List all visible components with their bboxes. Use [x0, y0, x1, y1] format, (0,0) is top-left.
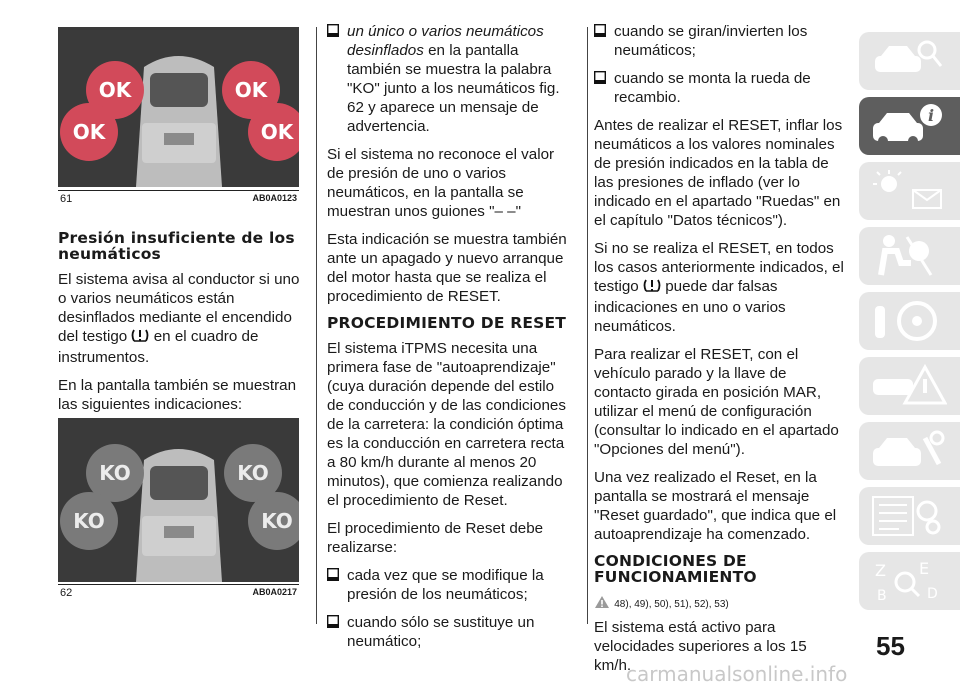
ok-badge-front-left: OK [60, 103, 118, 161]
list-item-italic: un único o varios neumáticos desinflados [347, 23, 544, 59]
watermark: carmanualsonline.info [626, 662, 848, 686]
list-item-text: cuando se monta la rueda de recambio. [614, 70, 811, 106]
paragraph-text: en el cuadro de instrumentos. [58, 328, 259, 366]
sidebar-tab-car-service[interactable] [859, 422, 960, 480]
paragraph: Una vez realizado el Reset, en la pantalla se mostrará el mensaje "Reset guardado", que indica que el autoaprendizaje ha comenzado. [594, 469, 837, 543]
list-item [327, 566, 574, 604]
column-3 [594, 22, 844, 684]
list-item [594, 22, 844, 60]
list-item-text: cuando sólo se sustituye un neumático; [347, 614, 535, 650]
section-heading: PROCEDIMIENTO DE RESET [327, 314, 567, 332]
paragraph: El sistema iTPMS necesita una primera fase de "autoaprendizaje" (cuya duración depende del estilo de conducción y de las condiciones de la carretera: la condición óptima es la conducción en carretera recta a 80 km/h durante al menos 20 minutos), que comienza realizando el procedimiento de Reset. [327, 340, 566, 509]
sidebar-tab-settings-list[interactable] [859, 487, 960, 545]
tire-pressure-warning-icon [643, 278, 661, 298]
section-heading: CONDICIONES DE FUNCIONAMIENTO [594, 552, 757, 586]
svg-text:Z: Z [875, 561, 886, 580]
reference-line [594, 593, 844, 614]
figure-number: 62 [60, 587, 73, 599]
page-number: 55 [876, 631, 905, 661]
ko-badge-rear-right: KO [224, 444, 282, 502]
ok-badge-front-right: OK [248, 103, 299, 161]
column-divider [316, 27, 317, 624]
paragraph: Para realizar el RESET, con el vehículo parado y la llave de contacto girada en posición MAR, utilizar el menú de configuración (consultar lo indicado en el apartado "Opciones del menú"). [594, 346, 839, 458]
settings-list-icon [867, 491, 947, 541]
car-search-icon [867, 36, 947, 86]
figure-61-image [58, 27, 299, 187]
figure-number: 61 [60, 193, 73, 205]
figure-61-caption [58, 190, 299, 211]
warning-triangle-icon [867, 361, 947, 411]
sidebar-tab-airbag-safety[interactable] [859, 227, 960, 285]
list-item [327, 613, 574, 651]
car-info-icon [867, 101, 947, 151]
paragraph: Si el sistema no reconoce el valor de presión de uno o varios neumáticos, en la pantalla se muestran unos guiones "– –" [327, 146, 555, 220]
dashboard-lights-icon [867, 166, 947, 216]
ok-badge-rear-right: OK [222, 61, 280, 119]
paragraph: En la pantalla también se muestran las siguientes indicaciones: [58, 377, 297, 413]
figure-code: AB0A0217 [252, 587, 297, 597]
ko-badge-front-left: KO [60, 492, 118, 550]
svg-text:i: i [928, 106, 935, 125]
paragraph-text: puede dar falsas indicaciones en uno o varios neumáticos. [594, 278, 786, 335]
sidebar-tab-dashboard-lights[interactable] [859, 162, 960, 220]
figure-62-caption [58, 584, 299, 605]
paragraph-text: Si no se realiza el RESET, en todos los casos anteriormente indicados, el testigo [594, 240, 844, 295]
ko-badge-front-right: KO [248, 492, 299, 550]
paragraph: Antes de realizar el RESET, inflar los neumáticos a los valores nominales de presión indicados en la tabla de las presiones de inflado (ver lo indicado en el apartado "Ruedas" en el capítulo "Datos técnicos"). [594, 117, 843, 229]
svg-text:E: E [919, 559, 930, 578]
checkbox-bullet-icon [327, 615, 339, 628]
car-service-icon [867, 426, 947, 476]
sidebar-tab-car-search[interactable] [859, 32, 960, 90]
checkbox-bullet-icon [594, 71, 606, 84]
svg-text:B: B [877, 588, 887, 604]
figure-62-image [58, 418, 299, 582]
alphabet-index-icon [867, 556, 947, 606]
list-item-text: en la pantalla también se muestra la palabra "KO" junto a los neumáticos fig. 62 y aparece un mensaje de advertencia. [347, 42, 560, 135]
paragraph: El procedimiento de Reset debe realizarse: [327, 520, 544, 556]
sidebar-tab-index[interactable] [859, 552, 960, 610]
warning-triangle-icon [594, 595, 610, 614]
sidebar-tab-emergency[interactable] [859, 357, 960, 415]
steering-wheel-icon [867, 296, 947, 346]
paragraph: El sistema está activo para velocidades superiores a los 15 km/h. [594, 619, 807, 674]
sidebar-tab-car-info[interactable] [859, 97, 960, 155]
sidebar-tab-steering[interactable] [859, 292, 960, 350]
paragraph-text: El sistema avisa al conductor si uno o varios neumáticos están desinflados mediante el encendido del testigo [58, 271, 300, 345]
airbag-safety-icon [867, 231, 947, 281]
figure-code: AB0A0123 [252, 193, 297, 203]
list-item [327, 22, 574, 136]
list-item [594, 69, 844, 107]
ok-badge-rear-left: OK [86, 61, 144, 119]
section-heading: Presión insuficiente de los neumáticos [58, 229, 295, 263]
paragraph [594, 239, 844, 336]
checkbox-bullet-icon [327, 24, 339, 37]
column-divider [587, 27, 588, 624]
checkbox-bullet-icon [594, 24, 606, 37]
paragraph [58, 270, 303, 367]
column-1 [58, 222, 303, 423]
checkbox-bullet-icon [327, 568, 339, 581]
paragraph: Esta indicación se muestra también ante un apagado y nuevo arranque del motor hasta que se realiza el procedimiento de RESET. [327, 231, 567, 305]
list-item-text: cada vez que se modifique la presión de los neumáticos; [347, 567, 544, 603]
tire-pressure-warning-icon [131, 328, 149, 348]
svg-text:D: D [927, 586, 938, 602]
list-item-text: cuando se giran/invierten los neumáticos; [614, 23, 808, 59]
reference-notes: 48), 49), 50), 51), 52), 53) [614, 599, 729, 610]
column-2 [327, 22, 574, 660]
ko-badge-rear-left: KO [86, 444, 144, 502]
